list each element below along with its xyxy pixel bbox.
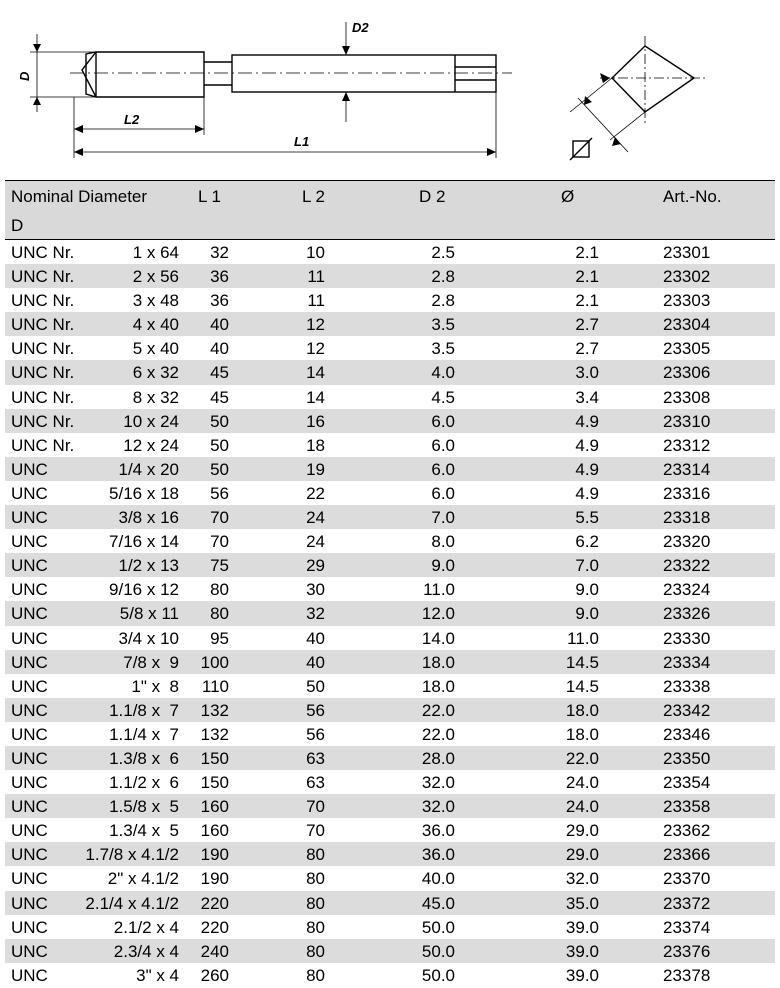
header-d2: D 2 xyxy=(419,187,446,206)
table-row xyxy=(5,505,775,529)
cell-art: 23376 xyxy=(663,941,711,961)
cell-d2: 2.8 xyxy=(431,267,455,287)
table-row xyxy=(5,650,775,674)
cell-d2: 6.0 xyxy=(431,411,455,431)
cell-art: 23306 xyxy=(663,363,711,383)
cell-type: UNC xyxy=(11,724,48,744)
label-d: D xyxy=(17,71,32,81)
cell-l1: 132 xyxy=(200,700,229,720)
cell-l1: 110 xyxy=(201,676,229,696)
cell-d2: 32.0 xyxy=(421,797,455,817)
cell-l1: 100 xyxy=(200,652,229,672)
cell-sq: 4.9 xyxy=(575,435,599,455)
cell-l1: 36 xyxy=(210,291,229,311)
cell-size: 1/4 x 20 xyxy=(118,459,179,479)
cell-l2: 29 xyxy=(306,556,325,576)
cell-type: UNC Nr. xyxy=(11,315,75,335)
cell-l1: 70 xyxy=(210,508,229,528)
cell-art: 23302 xyxy=(663,267,711,287)
cell-d2: 4.0 xyxy=(431,363,455,383)
cell-size: 10 x 24 xyxy=(123,411,179,431)
cell-l1: 150 xyxy=(200,773,229,793)
cell-d2: 8.0 xyxy=(431,532,455,552)
cell-l2: 22 xyxy=(306,483,325,503)
cell-size: 3 x 48 xyxy=(132,291,179,311)
cell-size: 1.1/4 x 7 xyxy=(109,724,179,744)
table-row xyxy=(5,746,775,770)
cell-type: UNC xyxy=(11,459,48,479)
cell-l1: 220 xyxy=(200,893,229,913)
cell-sq: 2.7 xyxy=(575,339,599,359)
cell-d2: 3.5 xyxy=(431,339,455,359)
cell-size: 12 x 24 xyxy=(123,435,179,455)
cell-size: 1.1/8 x 7 xyxy=(109,700,179,720)
table-row xyxy=(5,409,775,433)
cell-l2: 14 xyxy=(306,387,325,407)
cell-type: UNC xyxy=(11,821,48,841)
cell-size: 4 x 40 xyxy=(132,315,179,335)
cell-l2: 11 xyxy=(307,267,325,287)
cell-l2: 56 xyxy=(306,700,325,720)
cell-l1: 160 xyxy=(200,821,229,841)
table-row xyxy=(5,818,775,842)
cell-type: UNC Nr. xyxy=(11,411,75,431)
cell-sq: 39.0 xyxy=(565,965,599,985)
cell-sq: 11.0 xyxy=(567,628,599,648)
cell-art: 23366 xyxy=(663,845,711,865)
table-row xyxy=(5,385,775,409)
cell-l1: 132 xyxy=(200,724,229,744)
cell-l2: 80 xyxy=(306,869,325,889)
cell-type: UNC Nr. xyxy=(11,435,75,455)
cell-sq: 18.0 xyxy=(565,700,599,720)
table-row xyxy=(5,529,775,553)
cell-art: 23350 xyxy=(663,748,711,768)
cell-sq: 14.5 xyxy=(565,676,599,696)
cell-size: 2.1/4 x 4.1/2 xyxy=(85,893,179,913)
cell-type: UNC xyxy=(11,773,48,793)
cell-type: UNC xyxy=(11,797,48,817)
cell-l1: 80 xyxy=(210,580,229,600)
cell-l1: 160 xyxy=(200,797,229,817)
cell-l1: 190 xyxy=(200,845,229,865)
cell-sq: 3.4 xyxy=(575,387,599,407)
cell-l1: 40 xyxy=(210,315,229,335)
table-row xyxy=(5,457,775,481)
square-drive-view xyxy=(612,46,694,112)
table-row xyxy=(5,240,775,264)
cell-d2: 6.0 xyxy=(431,459,455,479)
cell-l2: 70 xyxy=(306,821,325,841)
cell-size: 5 x 40 xyxy=(132,339,179,359)
cell-type: UNC xyxy=(11,508,48,528)
cell-art: 23342 xyxy=(663,700,711,720)
cell-size: 5/16 x 18 xyxy=(109,483,179,503)
cell-size: 1.1/2 x 6 xyxy=(109,773,179,793)
header-l2: L 2 xyxy=(302,187,326,206)
cell-d2: 11.0 xyxy=(423,580,455,600)
cell-l2: 70 xyxy=(306,797,325,817)
cell-size: 2" x 4.1/2 xyxy=(107,869,179,889)
cell-d2: 2.5 xyxy=(431,243,455,262)
table-row xyxy=(5,915,775,939)
cell-sq: 2.1 xyxy=(575,291,599,311)
cell-art: 23330 xyxy=(663,628,711,648)
table-row xyxy=(5,939,775,963)
cell-art: 23326 xyxy=(663,604,711,624)
cell-l1: 50 xyxy=(210,459,229,479)
table-row xyxy=(5,481,775,505)
cell-type: UNC xyxy=(11,700,48,720)
cell-l2: 10 xyxy=(306,243,325,262)
cell-d2: 45.0 xyxy=(421,893,455,913)
cell-l2: 56 xyxy=(306,724,325,744)
cell-size: 3/8 x 16 xyxy=(118,508,179,528)
cell-art: 23372 xyxy=(663,893,711,913)
cell-art: 23301 xyxy=(663,243,711,262)
cell-sq: 39.0 xyxy=(565,917,599,937)
cell-d2: 18.0 xyxy=(421,652,455,672)
table-row xyxy=(5,626,775,650)
cell-l1: 75 xyxy=(210,556,229,576)
cell-art: 23370 xyxy=(663,869,711,889)
cell-d2: 2.8 xyxy=(431,291,455,311)
cell-sq: 7.0 xyxy=(575,556,599,576)
cell-art: 23308 xyxy=(663,387,711,407)
cell-d2: 12.0 xyxy=(421,604,455,624)
cell-l1: 95 xyxy=(210,628,229,648)
cell-sq: 5.5 xyxy=(575,508,599,528)
cell-l2: 24 xyxy=(306,532,325,552)
cell-type: UNC xyxy=(11,604,48,624)
table-row xyxy=(5,842,775,866)
cell-l2: 80 xyxy=(306,893,325,913)
cell-type: UNC xyxy=(11,580,48,600)
cell-l1: 36 xyxy=(210,267,229,287)
cell-l1: 45 xyxy=(210,387,229,407)
cell-sq: 3.0 xyxy=(575,363,599,383)
cell-l2: 63 xyxy=(306,748,325,768)
table-row xyxy=(5,891,775,915)
cell-art: 23354 xyxy=(663,773,711,793)
cell-size: 2 x 56 xyxy=(132,267,179,287)
cell-art: 23338 xyxy=(663,676,711,696)
cell-size: 1.5/8 x 5 xyxy=(109,797,179,817)
header-nominal-d: D xyxy=(11,216,24,235)
cell-sq: 9.0 xyxy=(575,580,599,600)
header-square: Ø xyxy=(561,187,575,206)
cell-sq: 9.0 xyxy=(575,604,599,624)
cell-d2: 7.0 xyxy=(431,508,455,528)
cell-sq: 22.0 xyxy=(565,748,599,768)
cell-art: 23324 xyxy=(663,580,711,600)
cell-sq: 2.1 xyxy=(575,267,599,287)
cell-d2: 28.0 xyxy=(421,748,455,768)
cell-art: 23312 xyxy=(663,435,711,455)
cell-l1: 190 xyxy=(200,869,229,889)
cell-l2: 24 xyxy=(306,508,325,528)
cell-type: UNC xyxy=(11,628,48,648)
cell-l2: 80 xyxy=(306,941,325,961)
cell-sq: 4.9 xyxy=(575,459,599,479)
table-row xyxy=(5,360,775,384)
table-row xyxy=(5,794,775,818)
cell-art: 23310 xyxy=(663,411,711,431)
cell-l1: 260 xyxy=(200,965,229,985)
cell-l1: 220 xyxy=(200,917,229,937)
header-nominal-diameter: Nominal Diameter xyxy=(11,187,148,206)
cell-art: 23318 xyxy=(663,508,711,528)
cell-size: 5/8 x 11 xyxy=(119,604,179,624)
cell-l2: 32 xyxy=(306,604,325,624)
cell-type: UNC Nr. xyxy=(11,291,75,311)
cell-type: UNC xyxy=(11,893,48,913)
table-row xyxy=(5,288,775,312)
cell-l2: 63 xyxy=(306,773,325,793)
cell-d2: 36.0 xyxy=(421,845,455,865)
cell-l2: 11 xyxy=(307,291,325,311)
tap-technical-drawing xyxy=(0,0,780,180)
cell-size: 1.3/4 x 5 xyxy=(109,821,179,841)
cell-l1: 80 xyxy=(210,604,229,624)
table-row xyxy=(5,577,775,601)
cell-type: UNC Nr. xyxy=(11,387,75,407)
table-row xyxy=(5,698,775,722)
cell-sq: 35.0 xyxy=(565,893,599,913)
cell-d2: 9.0 xyxy=(431,556,455,576)
cell-art: 23305 xyxy=(663,339,711,359)
cell-art: 23304 xyxy=(663,315,711,335)
cell-art: 23346 xyxy=(663,724,711,744)
cell-l1: 150 xyxy=(200,748,229,768)
cell-size: 3" x 4 xyxy=(136,965,179,985)
cell-sq: 39.0 xyxy=(565,941,599,961)
cell-type: UNC xyxy=(11,676,48,696)
cell-sq: 18.0 xyxy=(565,724,599,744)
table-row xyxy=(5,433,775,457)
table-row xyxy=(5,674,775,698)
cell-sq: 6.2 xyxy=(575,532,599,552)
cell-d2: 6.0 xyxy=(431,483,455,503)
label-l2: L2 xyxy=(124,112,140,127)
cell-sq: 4.9 xyxy=(575,411,599,431)
cell-art: 23314 xyxy=(663,459,711,479)
cell-d2: 36.0 xyxy=(421,821,455,841)
cell-sq: 2.7 xyxy=(575,315,599,335)
cell-l2: 16 xyxy=(306,411,325,431)
cell-l2: 30 xyxy=(306,580,325,600)
table-row xyxy=(5,336,775,360)
cell-art: 23378 xyxy=(663,965,711,985)
cell-size: 3/4 x 10 xyxy=(118,628,179,648)
cell-size: 1 x 64 xyxy=(132,243,179,262)
cell-l2: 12 xyxy=(306,315,325,335)
cell-type: UNC xyxy=(11,965,48,985)
cell-size: 9/16 x 12 xyxy=(109,580,179,600)
cell-art: 23316 xyxy=(663,483,711,503)
cell-sq: 24.0 xyxy=(565,797,599,817)
cell-l1: 45 xyxy=(210,363,229,383)
header-art-no: Art.-No. xyxy=(663,187,722,206)
cell-type: UNC xyxy=(11,532,48,552)
cell-type: UNC xyxy=(11,917,48,937)
cell-sq: 32.0 xyxy=(565,869,599,889)
table-row xyxy=(5,553,775,577)
cell-size: 2.3/4 x 4 xyxy=(113,941,179,961)
cell-l1: 240 xyxy=(200,941,229,961)
shank xyxy=(232,55,496,92)
cell-type: UNC Nr. xyxy=(11,339,75,359)
cell-l2: 14 xyxy=(306,363,325,383)
table-row xyxy=(5,866,775,890)
cell-type: UNC xyxy=(11,483,48,503)
cell-size: 1/2 x 13 xyxy=(118,556,179,576)
cell-d2: 22.0 xyxy=(421,700,455,720)
cell-art: 23334 xyxy=(663,652,711,672)
table-row xyxy=(5,264,775,288)
label-l1: L1 xyxy=(294,134,310,149)
cell-l2: 12 xyxy=(306,339,325,359)
cell-l2: 18 xyxy=(306,435,325,455)
cell-type: UNC Nr. xyxy=(11,363,75,383)
cell-l1: 32 xyxy=(210,243,229,262)
cell-l2: 19 xyxy=(306,459,325,479)
cell-size: 1" x 8 xyxy=(131,676,179,696)
cell-sq: 4.9 xyxy=(575,483,599,503)
dimensions-table xyxy=(5,180,775,987)
table-row xyxy=(5,601,775,625)
cell-type: UNC xyxy=(11,845,48,865)
cell-d2: 4.5 xyxy=(431,387,455,407)
cell-size: 8 x 32 xyxy=(132,387,179,407)
cell-type: UNC xyxy=(11,556,48,576)
cell-art: 23303 xyxy=(663,291,711,311)
cell-d2: 22.0 xyxy=(421,724,455,744)
cell-l1: 40 xyxy=(210,339,229,359)
cell-type: UNC Nr. xyxy=(11,267,75,287)
cell-l1: 56 xyxy=(210,483,229,503)
cell-size: 2.1/2 x 4 xyxy=(113,917,179,937)
cell-size: 7/8 x 9 xyxy=(123,652,179,672)
cell-d2: 40.0 xyxy=(421,869,455,889)
table-row xyxy=(5,312,775,336)
cell-d2: 6.0 xyxy=(431,435,455,455)
cell-art: 23322 xyxy=(663,556,711,576)
table-row xyxy=(5,770,775,794)
cell-size: 6 x 32 xyxy=(132,363,179,383)
cell-d2: 32.0 xyxy=(421,773,455,793)
cell-sq: 24.0 xyxy=(565,773,599,793)
table-row xyxy=(5,722,775,746)
cell-l1: 50 xyxy=(210,435,229,455)
cell-size: 1.3/8 x 6 xyxy=(109,748,179,768)
cell-d2: 50.0 xyxy=(421,941,455,961)
cell-l2: 80 xyxy=(306,965,325,985)
cell-l2: 40 xyxy=(306,628,325,648)
cell-d2: 50.0 xyxy=(421,917,455,937)
label-d2: D2 xyxy=(352,20,369,35)
table-body xyxy=(5,240,775,987)
cell-art: 23358 xyxy=(663,797,711,817)
cell-sq: 2.1 xyxy=(575,243,599,262)
cell-art: 23320 xyxy=(663,532,711,552)
cell-d2: 18.0 xyxy=(421,676,455,696)
cell-sq: 29.0 xyxy=(565,845,599,865)
table-header xyxy=(5,180,775,240)
cell-art: 23374 xyxy=(663,917,711,937)
cell-l2: 80 xyxy=(306,845,325,865)
thread-section xyxy=(86,52,204,97)
cell-l2: 40 xyxy=(306,652,325,672)
cell-l2: 50 xyxy=(306,676,325,696)
cell-l2: 80 xyxy=(306,917,325,937)
cell-type: UNC xyxy=(11,869,48,889)
cell-sq: 14.5 xyxy=(565,652,599,672)
cell-type: UNC xyxy=(11,652,48,672)
cell-sq: 29.0 xyxy=(565,821,599,841)
header-l1: L 1 xyxy=(198,187,222,206)
cell-d2: 3.5 xyxy=(431,315,455,335)
cell-type: UNC Nr. xyxy=(11,243,75,262)
cell-d2: 50.0 xyxy=(421,965,455,985)
cell-art: 23362 xyxy=(663,821,711,841)
cell-d2: 14.0 xyxy=(421,628,455,648)
cell-l1: 50 xyxy=(210,411,229,431)
cell-type: UNC xyxy=(11,941,48,961)
cell-size: 1.7/8 x 4.1/2 xyxy=(85,845,179,865)
table-row xyxy=(5,963,775,987)
cell-l1: 70 xyxy=(210,532,229,552)
cell-type: UNC xyxy=(11,748,48,768)
cell-size: 7/16 x 14 xyxy=(109,532,179,552)
